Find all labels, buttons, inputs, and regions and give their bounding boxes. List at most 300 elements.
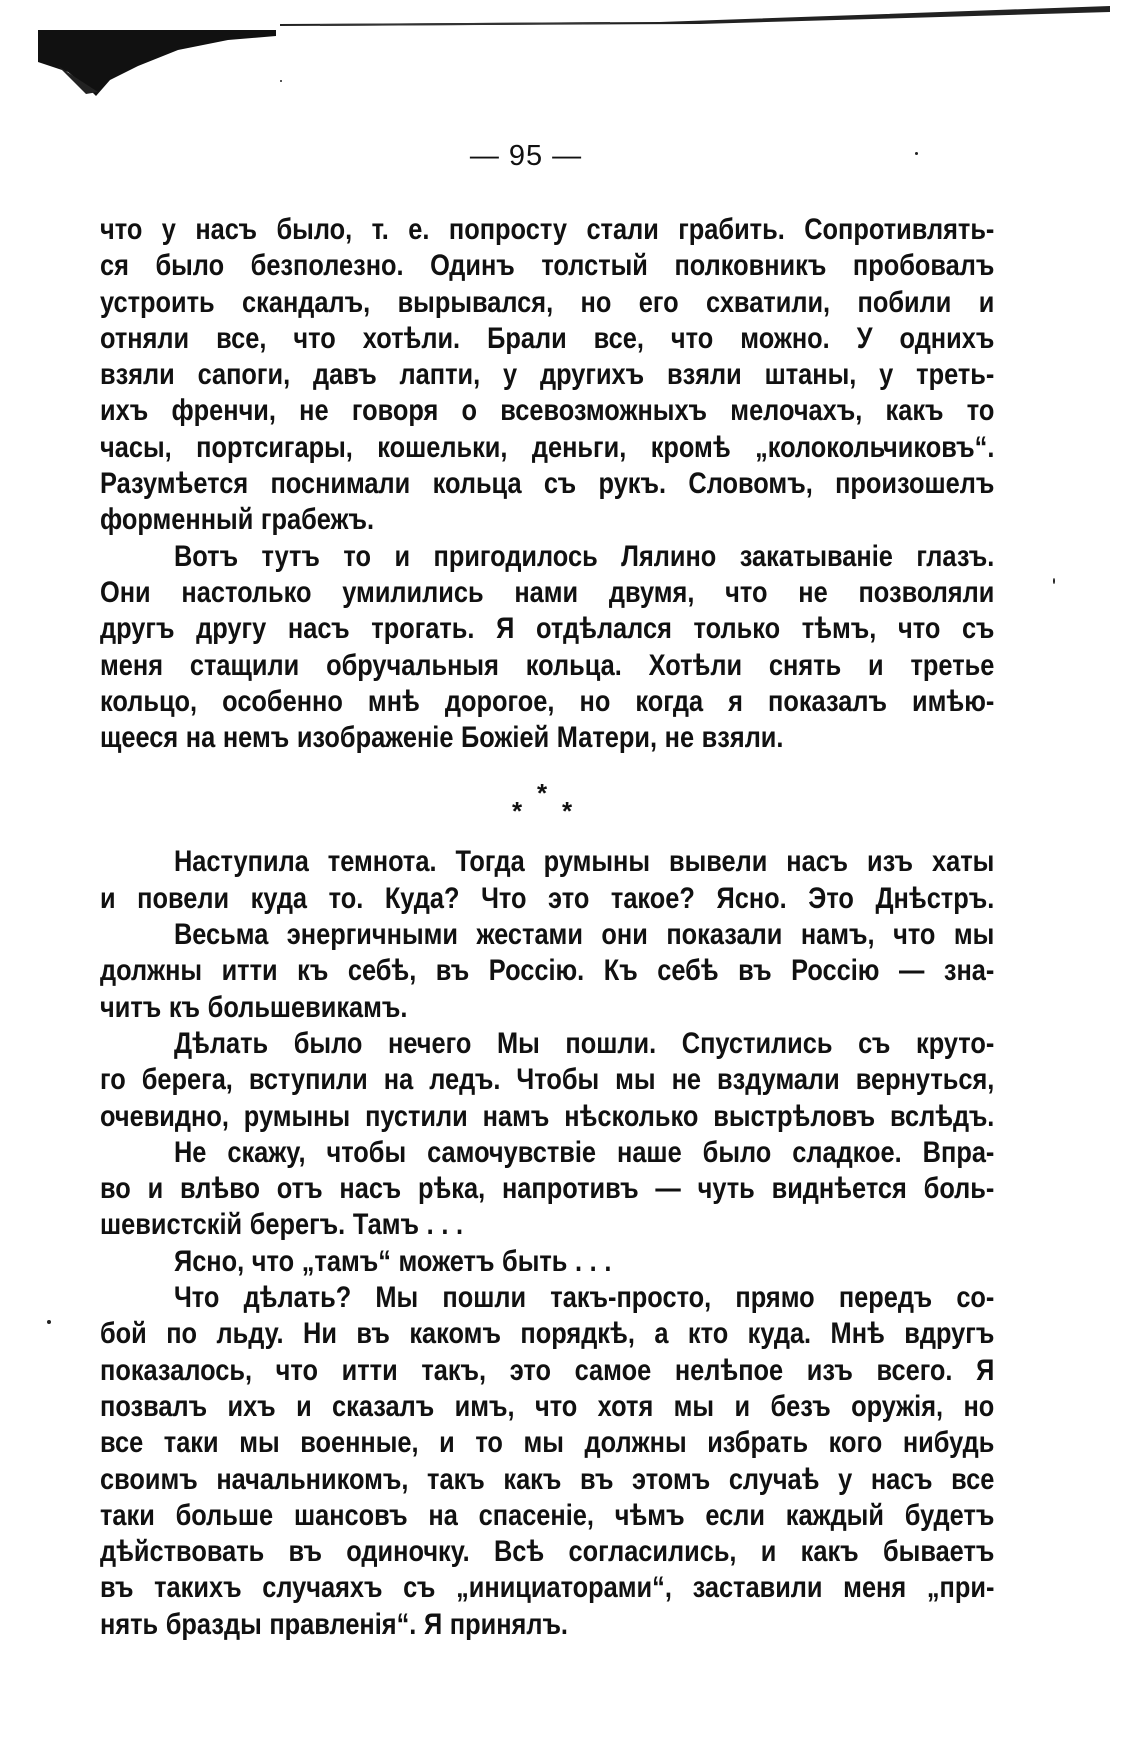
- word: Куда?: [384, 881, 460, 915]
- word: е.: [408, 213, 430, 246]
- word: быть: [502, 1244, 568, 1278]
- word: такъ: [427, 1462, 485, 1496]
- word: съ: [962, 612, 995, 646]
- word: что: [251, 1244, 295, 1278]
- word: намъ,: [800, 918, 875, 952]
- word: дорогое,: [444, 684, 555, 718]
- text-line: [100, 502, 994, 538]
- word: грабить.: [678, 213, 785, 246]
- word: закатываніе: [739, 539, 893, 573]
- word: румыны: [243, 1099, 351, 1133]
- text-line: [100, 1135, 994, 1171]
- word: все: [100, 1426, 144, 1460]
- word: взяли.: [701, 721, 784, 755]
- word: повели: [137, 881, 230, 915]
- word: схватили,: [706, 285, 831, 319]
- text-line: [100, 248, 994, 284]
- word: такъ-просто,: [550, 1281, 712, 1315]
- word: у: [503, 358, 518, 392]
- text-line: [100, 844, 994, 880]
- word: —: [655, 1172, 681, 1206]
- word: вернуться,: [855, 1063, 995, 1097]
- word: къ: [297, 954, 329, 988]
- word: то.: [328, 881, 364, 915]
- word: куда.: [747, 1317, 812, 1351]
- word: Они: [100, 575, 151, 609]
- word: я: [728, 684, 743, 718]
- text-line: [100, 357, 994, 393]
- word: попросту: [448, 213, 567, 246]
- word: очевидно,: [100, 1099, 229, 1133]
- word: —: [898, 954, 925, 988]
- text-line: [100, 321, 994, 357]
- text-line: [100, 1353, 994, 1389]
- word: глазъ.: [916, 539, 995, 573]
- word: ся: [100, 249, 129, 283]
- word: Сопротивлять-: [804, 213, 995, 246]
- word: чѣмъ: [614, 1498, 685, 1532]
- word: другу: [196, 612, 267, 646]
- word: не: [671, 1063, 702, 1097]
- word: Вотъ: [173, 539, 239, 573]
- word: Матери,: [556, 721, 658, 755]
- word: и: [734, 1389, 751, 1423]
- word: ихъ: [227, 1389, 276, 1423]
- word: Не: [173, 1135, 207, 1169]
- word: Весьма: [173, 918, 269, 952]
- word: взяли: [667, 358, 742, 392]
- text-line: [100, 648, 994, 684]
- word: показали: [666, 918, 783, 952]
- word: вывели: [668, 845, 768, 879]
- word: со-: [956, 1281, 995, 1315]
- word: не: [299, 394, 329, 428]
- word: бываетъ: [882, 1535, 995, 1569]
- word: какомъ: [409, 1317, 501, 1351]
- word: и: [868, 648, 884, 682]
- word: произошелъ: [835, 467, 995, 501]
- word: самое: [574, 1353, 652, 1387]
- word: румыны: [543, 845, 651, 879]
- word: бой: [100, 1317, 147, 1351]
- word: куда: [250, 881, 308, 915]
- word: устроить: [100, 285, 215, 319]
- word: Разумѣется: [100, 467, 249, 501]
- word: избрать: [707, 1426, 809, 1460]
- word: сапоги,: [197, 358, 291, 392]
- word: однихъ: [899, 321, 995, 355]
- word: вздумали: [717, 1063, 840, 1097]
- word: берегъ.: [249, 1208, 346, 1242]
- word: то: [475, 1426, 503, 1460]
- word: Лялино: [621, 539, 717, 573]
- word: изъ: [806, 1353, 853, 1387]
- word: правленія“.: [269, 1607, 417, 1641]
- word: насъ: [195, 213, 258, 246]
- word: щееся: [100, 721, 179, 755]
- text-line: [100, 1244, 994, 1280]
- text-line: [100, 1389, 994, 1425]
- word: часы,: [100, 430, 172, 464]
- word: обручальныя: [326, 648, 499, 682]
- word: хаты: [932, 845, 995, 879]
- word: „при-: [926, 1571, 995, 1605]
- word: что: [670, 321, 714, 355]
- word: такъ,: [421, 1353, 487, 1387]
- word: позвалъ: [100, 1389, 208, 1423]
- text-line: [100, 430, 994, 466]
- text-line: [100, 575, 994, 611]
- word: наше: [616, 1135, 682, 1169]
- word: въ: [356, 1317, 390, 1351]
- text-line: [100, 466, 994, 502]
- word: сладкое.: [792, 1135, 902, 1169]
- word: вдругъ: [904, 1317, 995, 1351]
- word: Днѣстръ.: [875, 881, 995, 915]
- word: френчи,: [171, 394, 276, 428]
- word: Что: [173, 1281, 220, 1315]
- word: т.: [371, 213, 389, 246]
- word: что: [534, 1389, 578, 1423]
- word: виднѣется: [771, 1172, 907, 1206]
- text-line: [100, 1316, 994, 1352]
- word: мы: [523, 1426, 564, 1460]
- word: бразды: [165, 1607, 262, 1641]
- word: нелѣпое: [674, 1353, 784, 1387]
- word: безъ: [770, 1389, 831, 1423]
- word: его: [638, 285, 679, 319]
- text-line: [100, 1062, 994, 1098]
- word: то: [343, 539, 371, 573]
- word: имѣю-: [912, 684, 995, 718]
- word: не: [798, 575, 828, 609]
- word: го: [100, 1063, 126, 1097]
- word: сказалъ: [332, 1389, 435, 1423]
- word: .: [455, 1208, 464, 1242]
- word: снять: [768, 648, 842, 682]
- word: Словомъ,: [688, 467, 813, 501]
- word: Къ: [603, 954, 638, 988]
- word: и: [100, 881, 116, 915]
- word: изображеніе: [296, 721, 454, 755]
- word: Россію: [791, 954, 880, 988]
- word: мелочахъ,: [730, 394, 863, 428]
- word: настолько: [181, 575, 312, 609]
- word: какъ: [800, 1535, 859, 1569]
- text-line: [100, 720, 994, 756]
- word: пошли: [442, 1281, 527, 1315]
- word: мы: [673, 1389, 715, 1423]
- text-line: [100, 990, 994, 1026]
- text-line: [100, 1099, 994, 1135]
- word: хотя: [597, 1389, 654, 1423]
- word: отъ: [276, 1172, 323, 1206]
- word: мы: [953, 918, 995, 952]
- word: тутъ: [261, 539, 320, 573]
- word: Россію.: [488, 954, 585, 988]
- word: съ: [858, 1026, 891, 1060]
- word: но: [580, 285, 612, 319]
- word: было: [702, 1135, 772, 1169]
- word: давъ: [313, 358, 377, 392]
- word: въ: [288, 1535, 322, 1569]
- word: во: [100, 1172, 131, 1206]
- word: это: [548, 881, 590, 915]
- word: таки: [163, 1426, 219, 1460]
- word: насъ: [287, 612, 350, 646]
- word: самочувствіе: [427, 1135, 597, 1169]
- word: скандалъ,: [242, 285, 371, 319]
- text-line: [100, 1462, 994, 1498]
- word: по: [166, 1317, 198, 1351]
- word: оружія,: [851, 1389, 944, 1423]
- word: каждый: [785, 1498, 884, 1532]
- word: .: [441, 1208, 449, 1242]
- word: и: [296, 1389, 312, 1423]
- word: какъ: [503, 1462, 562, 1496]
- word: мнѣ: [367, 684, 420, 718]
- word: намъ: [482, 1099, 550, 1133]
- scan-top-rule: [280, 4, 1110, 28]
- text-line: [100, 1207, 994, 1243]
- word: рѣка,: [417, 1172, 486, 1206]
- paragraph-group-2: [100, 844, 995, 1643]
- word: не: [664, 721, 695, 755]
- word: Что: [481, 881, 527, 915]
- word: пошли.: [565, 1026, 657, 1060]
- word: пустили: [365, 1099, 468, 1133]
- paragraph-group-1: [100, 212, 995, 756]
- word: согласились,: [568, 1535, 737, 1569]
- word: дѣлать?: [243, 1281, 352, 1315]
- word: ледъ.: [429, 1063, 501, 1097]
- word: рукъ.: [598, 467, 667, 501]
- text-line: [100, 1425, 994, 1461]
- word: выстрѣловъ: [713, 1099, 876, 1133]
- word: говоря: [351, 394, 439, 428]
- word: и: [978, 285, 995, 319]
- text-line: [100, 539, 994, 575]
- word: въ: [435, 954, 470, 988]
- word: спасеніе,: [478, 1498, 594, 1532]
- word: дѣйствовать: [100, 1535, 265, 1569]
- word: .: [575, 1244, 583, 1278]
- word: а: [654, 1317, 669, 1351]
- word: показалось,: [100, 1353, 253, 1387]
- text-line: [100, 393, 994, 429]
- word: кольца.: [525, 648, 622, 682]
- word: и: [147, 1172, 164, 1206]
- word: итти: [221, 954, 278, 988]
- word: на: [428, 1498, 458, 1532]
- word: позволяли: [858, 575, 995, 609]
- word: кольцо,: [100, 684, 198, 718]
- word: показалъ: [768, 684, 887, 718]
- word: Тамъ: [352, 1208, 420, 1242]
- word: насъ: [786, 845, 849, 879]
- word: такое?: [610, 881, 695, 915]
- word: толстый: [541, 249, 648, 283]
- word: третье: [910, 648, 995, 682]
- word: Чтобы: [516, 1063, 600, 1097]
- word: лапти,: [399, 358, 481, 392]
- word: Дѣлать: [173, 1026, 269, 1060]
- word: нами: [514, 575, 579, 609]
- scan-speck: [915, 152, 918, 155]
- word: „инициаторами“,: [456, 1571, 672, 1605]
- word: всевозможныхъ: [500, 394, 708, 428]
- word: Спустились: [681, 1026, 833, 1060]
- word: безполезно.: [250, 249, 404, 283]
- word: темнота.: [327, 845, 437, 879]
- word: Мы: [375, 1281, 419, 1315]
- word: только: [693, 612, 781, 646]
- word: заставили: [692, 1571, 823, 1605]
- word: кошельки,: [377, 430, 508, 464]
- word: .: [426, 1208, 434, 1242]
- word: шевистскій: [100, 1208, 243, 1242]
- word: съ: [543, 467, 577, 501]
- word: то: [966, 394, 995, 428]
- word: и: [439, 1426, 455, 1460]
- word: стали: [586, 213, 659, 246]
- word: штаны,: [764, 358, 857, 392]
- word: на: [185, 721, 216, 755]
- word: Божіей: [461, 721, 550, 755]
- word: вслѣдъ.: [890, 1099, 995, 1133]
- word: шансовъ: [293, 1498, 408, 1532]
- word: Наступила: [173, 845, 309, 879]
- text-line: [100, 881, 994, 917]
- word: вырывался,: [397, 285, 554, 319]
- word: итти: [341, 1353, 398, 1387]
- word: у: [161, 213, 176, 246]
- word: Ясно,: [173, 1244, 245, 1278]
- word: другъ: [100, 612, 175, 646]
- word: насъ: [339, 1172, 402, 1206]
- word: какъ: [885, 394, 944, 428]
- word: таки: [100, 1498, 155, 1532]
- text-line: [100, 285, 994, 321]
- word: нечего: [387, 1026, 472, 1060]
- word: Брали: [487, 321, 567, 355]
- word: передъ: [838, 1281, 933, 1315]
- word: что: [293, 321, 336, 355]
- word: своимъ: [100, 1462, 198, 1496]
- word: было: [293, 1026, 363, 1060]
- word: если: [705, 1498, 765, 1532]
- word: въ: [738, 954, 772, 988]
- word: но: [963, 1389, 995, 1423]
- word: и: [760, 1535, 777, 1569]
- word: одиночку.: [346, 1535, 470, 1569]
- word: себѣ: [657, 954, 719, 988]
- word: взяли: [100, 358, 175, 392]
- text-line: [100, 1534, 994, 1570]
- word: что: [893, 918, 936, 952]
- word: случаѣ: [728, 1462, 820, 1496]
- word: тѣмъ,: [801, 612, 877, 646]
- word: льду.: [216, 1317, 284, 1351]
- word: они: [601, 918, 648, 952]
- word: больше: [175, 1498, 274, 1532]
- word: это: [509, 1353, 552, 1387]
- word: все,: [216, 321, 267, 355]
- word: отняли: [100, 321, 190, 355]
- scan-speck: [47, 1320, 51, 1324]
- word: ихъ: [100, 394, 149, 428]
- text-line: [100, 1171, 994, 1207]
- word: двумя,: [608, 575, 695, 609]
- text-line: [100, 1280, 994, 1316]
- word: полковникъ: [674, 249, 827, 283]
- word: Я: [976, 1353, 995, 1387]
- word: случаяхъ: [262, 1571, 383, 1605]
- word: Тогда: [455, 845, 525, 879]
- word: всего.: [876, 1353, 953, 1387]
- word: что: [725, 575, 768, 609]
- text-line: [100, 684, 994, 720]
- word: Всѣ: [493, 1535, 545, 1569]
- word: зна-: [943, 954, 995, 988]
- word: нять: [100, 1607, 159, 1641]
- word: себѣ,: [347, 954, 417, 988]
- text-line: [100, 1570, 994, 1606]
- text-line: [100, 1026, 994, 1062]
- word: „колокольчиковъ“.: [755, 430, 995, 464]
- word: пробовалъ: [852, 249, 995, 283]
- word: можетъ: [398, 1244, 495, 1278]
- text-line: [100, 917, 994, 953]
- word: вступили: [248, 1063, 368, 1097]
- word: будетъ: [904, 1498, 995, 1532]
- word: было,: [276, 213, 353, 246]
- word: мы: [615, 1063, 656, 1097]
- word: особенно: [222, 684, 343, 718]
- word: трогать.: [371, 612, 475, 646]
- word: побили: [857, 285, 952, 319]
- page-body: [100, 212, 995, 1643]
- word: большевикамъ.: [207, 990, 408, 1024]
- word: „тамъ“: [301, 1244, 391, 1278]
- text-line: [100, 212, 994, 248]
- word: пригодилось: [433, 539, 598, 573]
- word: имъ,: [454, 1389, 515, 1423]
- word: круто-: [915, 1026, 995, 1060]
- word: энергичными: [286, 918, 458, 952]
- word: что: [898, 612, 941, 646]
- word: и: [394, 539, 411, 573]
- word: мы: [239, 1426, 280, 1460]
- word: .: [589, 1244, 597, 1278]
- word: кромѣ: [650, 430, 731, 464]
- word: чтобы: [326, 1135, 407, 1169]
- section-separator: * * *: [512, 778, 573, 827]
- word: чуть: [697, 1172, 755, 1206]
- word: меня: [843, 1571, 907, 1605]
- word: въ: [579, 1462, 614, 1496]
- word: скажу,: [227, 1135, 306, 1169]
- scan-ink-blot: [38, 22, 278, 102]
- word: кольца: [432, 467, 522, 501]
- word: на: [383, 1063, 414, 1097]
- word: что: [100, 213, 143, 246]
- word: къ: [168, 990, 201, 1024]
- word: Ни: [303, 1317, 337, 1351]
- word: изъ: [866, 845, 914, 879]
- text-line: [100, 1607, 994, 1643]
- word: хотѣли.: [362, 321, 461, 355]
